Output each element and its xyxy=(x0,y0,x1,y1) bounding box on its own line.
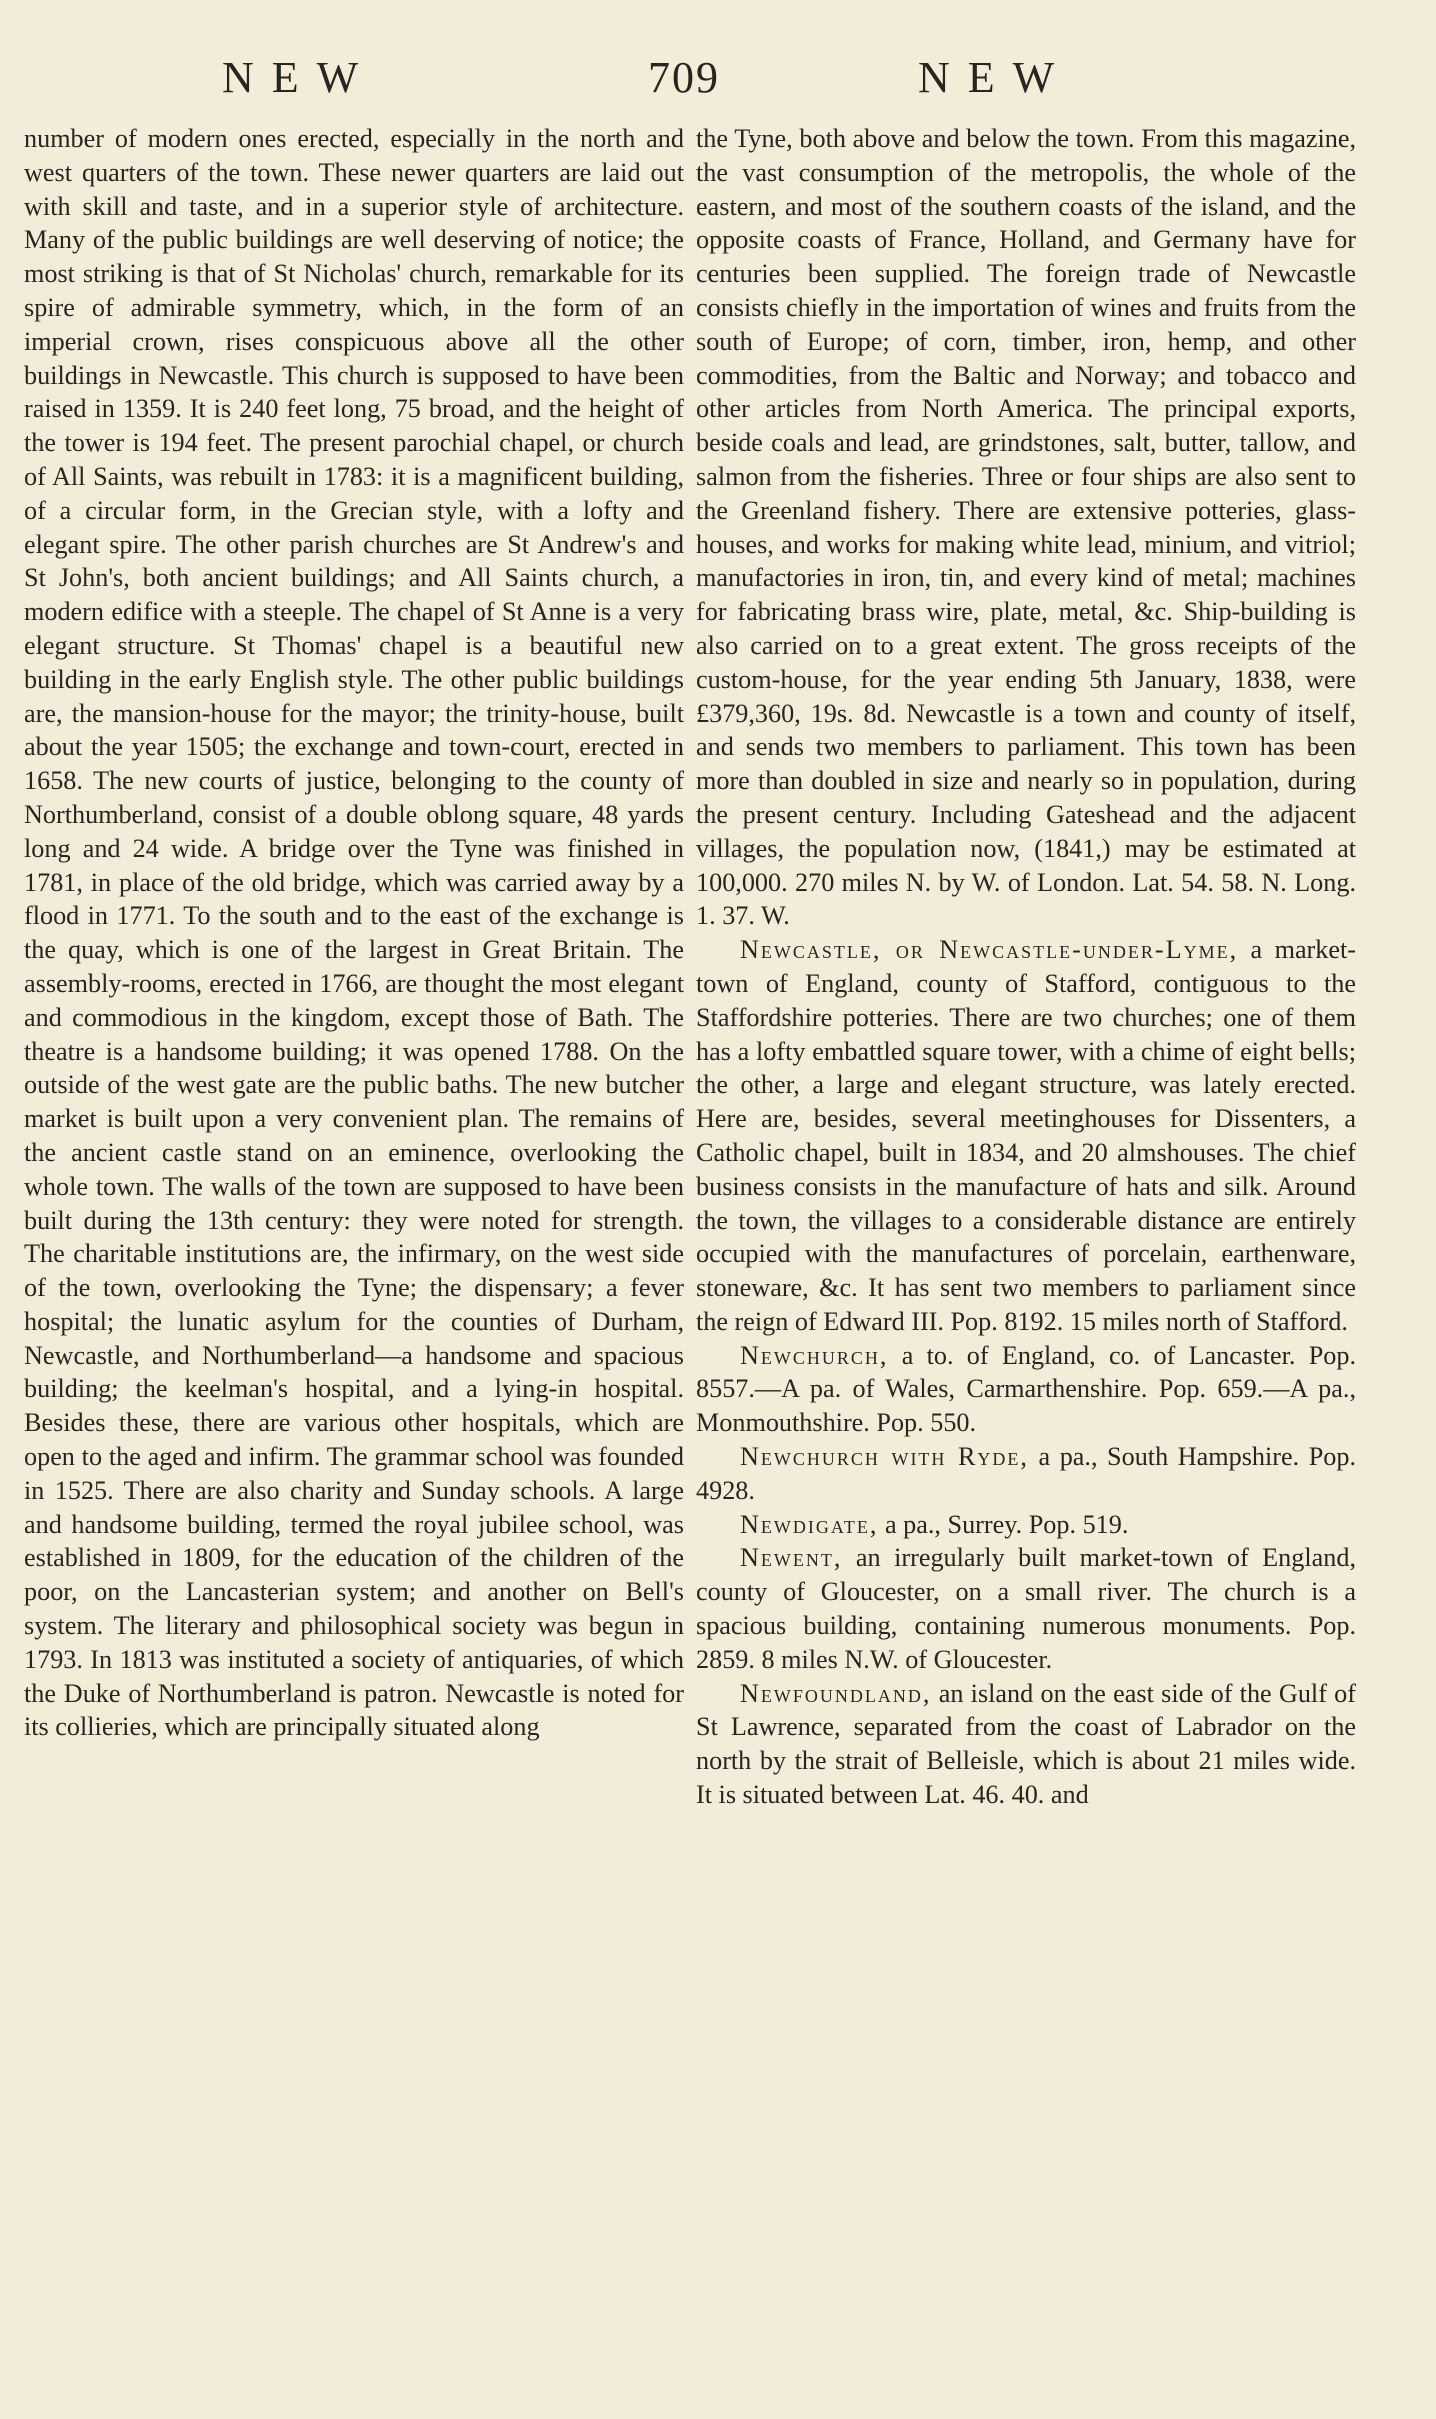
header-left-guideword: NEW xyxy=(222,53,377,102)
entry-newent xyxy=(696,1541,1356,1676)
entry-body: a pa., South Hampshire. Pop. 4928. xyxy=(696,1442,1356,1505)
left-column-text: number of modern ones erected, especially in the north and west quarters of the town. These newer quarters are laid out with skill and taste, and in a superior style of architecture. Many of the public buildings are well deserving of notice; the most striking is that of St Nicholas' church, remarkable for its spire of admirable symmetry, which, in the form of an imperial crown, rises conspicuous above all the other buildings in Newcastle. This church is supposed to have been raised in 1359. It is 240 feet long, 75 broad, and the height of the tower is 194 feet. The present parochial chapel, or church of All Saints, was rebuilt in 1783: it is a magnificent building, of a circular form, in the Grecian style, with a lofty and elegant spire. The other parish churches are St Andrew's and St John's, both ancient buildings; and All Saints church, a modern edifice with a steeple. The chapel of St Anne is a very elegant structure. St Thomas' chapel is a beautiful new building in the early English style. The other public buildings are, the mansion-house for the mayor; the trinity-house, built about the year 1505; the exchange and town-court, erected in 1658. The new courts of justice, belonging to the county of Northumberland, consist of a double oblong square, 48 yards long and 24 wide. A bridge over the Tyne was finished in 1781, in place of the old bridge, which was carried away by a flood in 1771. To the south and to the east of the exchange is the quay, which is one of the largest in Great Britain. The assembly-rooms, erected in 1766, are thought the most elegant and commodious in the kingdom, except those of Bath. The theatre is a handsome building; it was opened 1788. On the outside of the west gate are the public baths. The new butcher market is built upon a very convenient plan. The remains of the ancient castle stand on an eminence, overlooking the whole town. The walls of the town are supposed to have been built during the 13th century: they were noted for strength. The charitable institutions are, the infirmary, on the west side of the town, overlooking the Tyne; the dispensary; a fever hospital; the lunatic asylum for the counties of Durham, Newcastle, and Northumberland—a handsome and spacious building; the keelman's hospital, and a lying-in hospital. Besides these, there are various other hospitals, which are open to the aged and infirm. The grammar school was founded in 1525. There are also charity and Sunday schools. A large and handsome building, termed the royal jubilee school, was established in 1809, for the education of the children of the poor, on the Lancasterian system; and another on Bell's system. The literary and philosophical society was begun in 1793. In 1813 was instituted a society of antiquaries, of which the Duke of Northumberland is patron. Newcastle is noted for its collieries, which are principally situated along xyxy=(24,124,684,1742)
page-number: 709 xyxy=(648,53,720,102)
entry-newchurch-with-ryde xyxy=(696,1440,1356,1508)
entry-newfoundland xyxy=(696,1677,1356,1812)
entry-headword: Newcastle, or Newcastle-under-Lyme, xyxy=(740,935,1239,965)
entry-headword: Newent, xyxy=(740,1543,843,1573)
entry-body: a pa., Surrey. Pop. 519. xyxy=(878,1509,1129,1539)
running-header xyxy=(0,52,1436,112)
right-column xyxy=(696,122,1356,1812)
entry-body: an irregularly built market-town of England, county of Gloucester, on a small river. The church is a spacious building, containing numerous monuments. Pop. 2859. 8 miles N.W. of Gloucester. xyxy=(696,1543,1356,1674)
entry-body: a market-town of England, county of Stafford, contiguous to the Staffordshire potteries. There are two churches; one of them has a lofty embattled square tower, with a chime of eight bells; the other, a large and elegant structure, was lately erected. Here are, besides, several meetinghouses for Dissenters, a Catholic chapel, built in 1834, and 20 almshouses. The chief business consists in the manufacture of hats and silk. Around the town, the villages to a considerable distance are entirely occupied with the manufactures of porcelain, earthenware, stoneware, &c. It has sent two members to parliament since the reign of Edward III. Pop. 8192. 15 miles north of Stafford. xyxy=(696,935,1356,1336)
entry-headword: Newdigate, xyxy=(740,1509,879,1539)
left-column xyxy=(24,122,684,1744)
entry-body: a to. of England, co. of Lancaster. Pop. 8557.—A pa. of Wales, Carmarthenshire. Pop. 659.—A pa., Monmouthshire. Pop. 550. xyxy=(696,1340,1356,1438)
entry-headword: Newchurch, xyxy=(740,1340,889,1370)
entry-newdigate xyxy=(696,1508,1356,1542)
right-column-continuation: the Tyne, both above and below the town. From this magazine, the vast consumption of the metropolis, the whole of the eastern, and most of the southern coasts of the island, and the opposite coasts of France, Holland, and Germany have for centuries been supplied. The foreign trade of Newcastle consists chiefly in the importation of wines and fruits from the south of Europe; of corn, timber, iron, hemp, and other commodities, from the Baltic and Norway; and tobacco and other articles from North America. The principal exports, beside coals and lead, are grindstones, salt, butter, tallow, and salmon from the fisheries. Three or four ships are also sent to the Greenland fishery. There are extensive potteries, glass-houses, and works for making white lead, minium, and vitriol; manufactories in iron, tin, and every kind of metal; machines for fabricating brass wire, plate, metal, &c. Ship-building is also carried on to a great extent. The gross receipts of the custom-house, for the year ending 5th January, 1838, were £379,360, 19s. 8d. Newcastle is a town and county of itself, and sends two members to parliament. This town has been more than doubled in size and nearly so in population, during the present century. Including Gateshead and the adjacent villages, the population now, (1841,) may be estimated at 100,000. 270 miles N. by W. of London. Lat. 54. 58. N. Long. 1. 37. W. xyxy=(696,124,1356,931)
entry-headword: Newfoundland, xyxy=(740,1678,932,1708)
header-right-guideword: NEW xyxy=(918,53,1073,102)
entry-newcastle-under-lyme xyxy=(696,933,1356,1339)
entry-newchurch xyxy=(696,1339,1356,1440)
entry-body: an island on the east side of the Gulf of St Lawrence, separated from the coast of Labrador on the north by the strait of Belleisle, which is about 21 miles wide. It is situated between Lat. 46. 40. and xyxy=(696,1678,1356,1810)
entry-headword: Newchurch with Ryde, xyxy=(740,1442,1029,1472)
